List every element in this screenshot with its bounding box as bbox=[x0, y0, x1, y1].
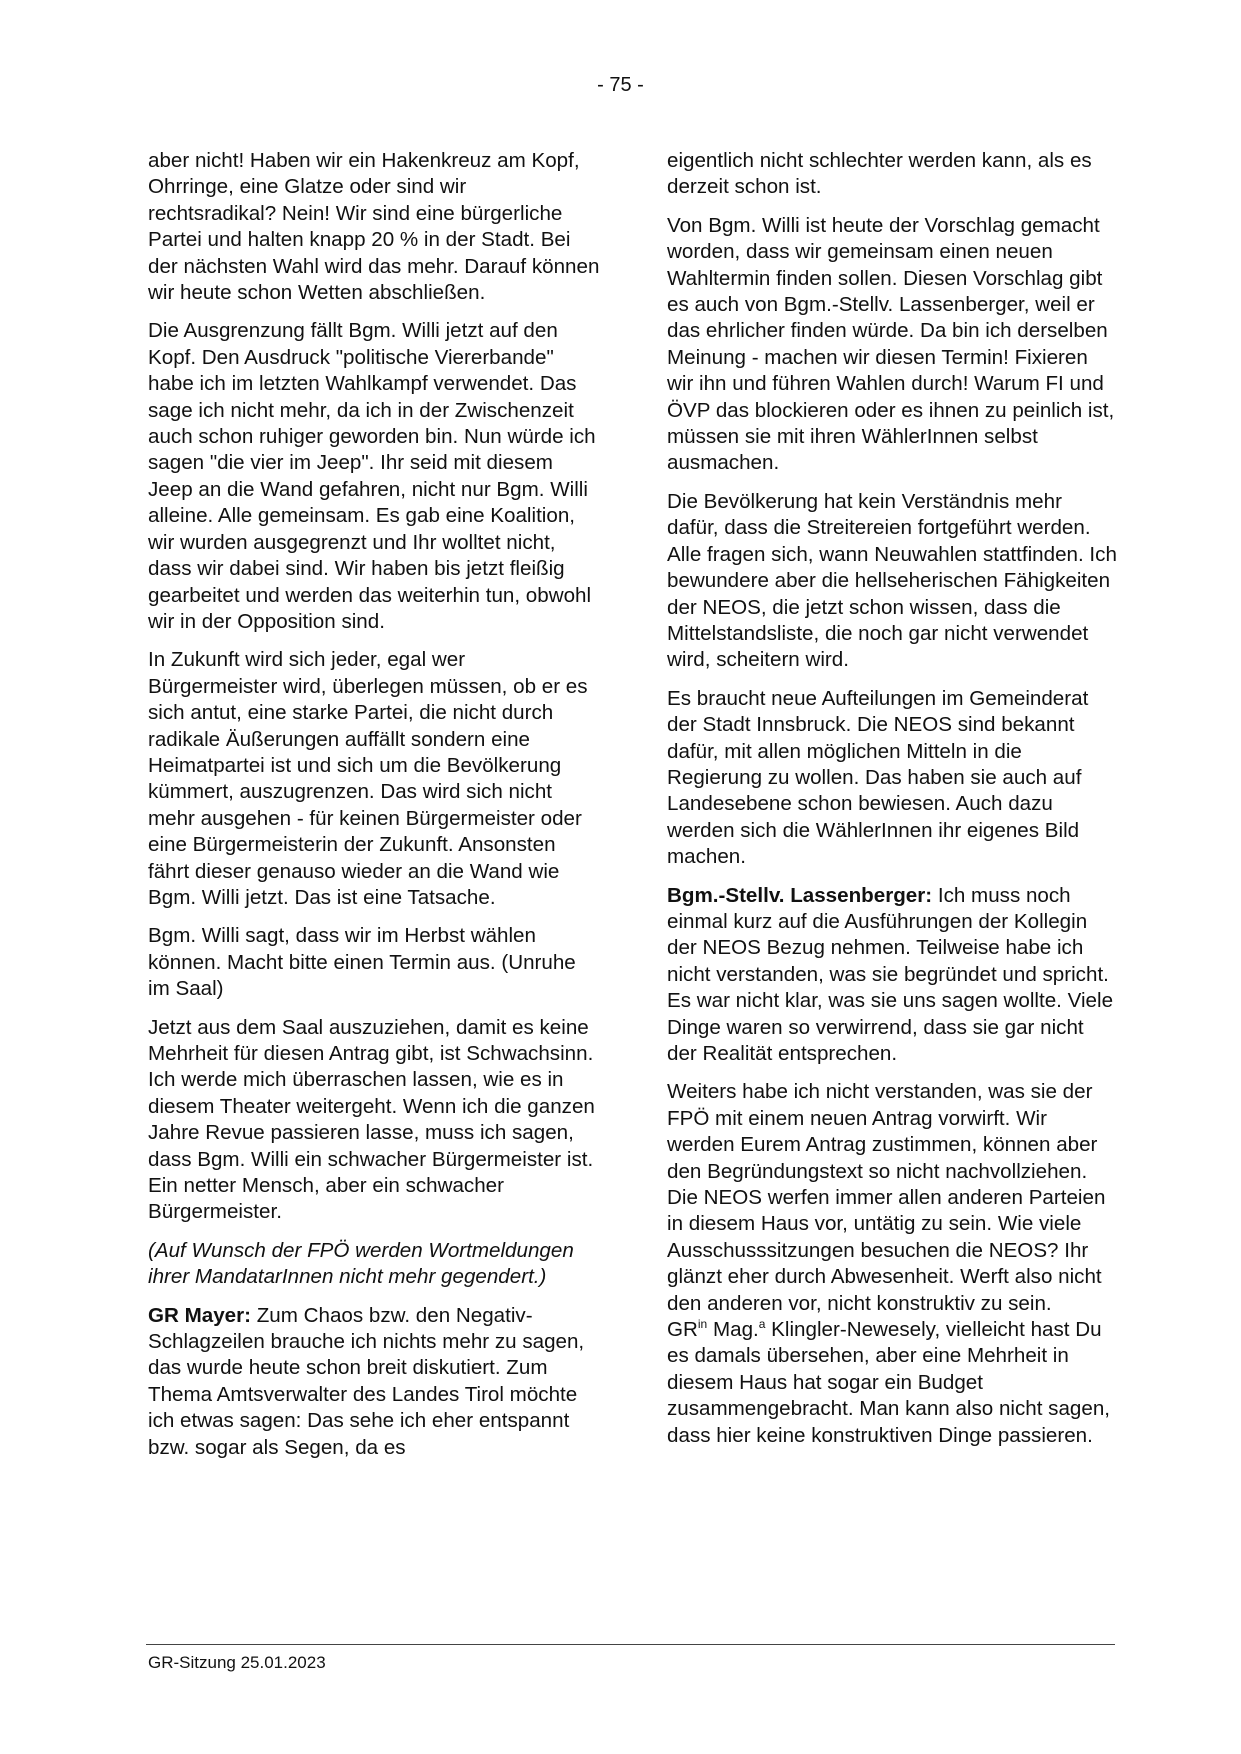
paragraph: eigentlich nicht schlechter werden kann, als es derzeit schon ist. bbox=[667, 149, 1092, 199]
paragraph: In Zukunft wird sich jeder, egal wer Bürgermeister wird, überlegen müssen, ob er es sich antut, eine starke Partei, die nicht durch radikale Äußerungen auffällt sondern eine Heimatpartei ist und sich um die Bevölkerung kümmert, auszugrenzen. Das wird sich nicht mehr ausgehen - für keinen Bürgermeister oder eine Bürgermeisterin der Zukunft. Ansonsten fährt dieser genauso wieder an die Wand wie Bgm. Willi jetzt. Das ist eine Tatsache. bbox=[148, 648, 588, 909]
title-superscript: in bbox=[697, 1317, 708, 1332]
paragraph: Die Ausgrenzung fällt Bgm. Willi jetzt auf den Kopf. Den Ausdruck "politische Viererbande" habe ich im letzten Wahlkampf verwendet. Das sage ich nicht mehr, da ich in der Zwischenzeit auch schon ruhiger geworden bin. Nun würde ich sagen "die vier im Jeep". Ihr seid mit diesem Jeep an die Wand gefahren, nicht nur Bgm. Willi alleine. Alle gemeinsam. Es gab eine Koalition, wir wurden ausgegrenzt und Ihr wolltet nicht, dass wir dabei sind. Wir haben bis jetzt fleißig gearbeitet und werden das weiterhin tun, obwohl wir in der Opposition sind. bbox=[148, 319, 596, 633]
paragraph: aber nicht! Haben wir ein Hakenkreuz am Kopf, Ohrringe, eine Glatze oder sind wir rechtsradikal? Nein! Wir sind eine bürgerliche Partei und halten knapp 20 % in der Stadt. Bei der nächsten Wahl wird das mehr. Darauf können wir heute schon Wetten abschließen. bbox=[148, 149, 600, 305]
paragraph-text: Klingler-Newesely, vielleicht hast Du es damals übersehen, aber eine Mehrheit in diesem Haus hat sogar ein Budget zusammengebracht. Man kann also nicht sagen, dass hier keine konstruktiven Dinge passieren. bbox=[667, 1318, 1111, 1447]
paragraph: Bgm. Willi sagt, dass wir im Herbst wählen können. Macht bitte einen Termin aus. (Unruhe im Saal) bbox=[148, 924, 576, 1001]
speech-text: Zum Chaos bzw. den Negativ-Schlagzeilen brauche ich nichts mehr zu sagen, das wurde heute schon breit diskutiert. Zum Thema Amtsverwalter des Landes Tirol möchte ich etwas sagen: Das sehe ich eher entspannt bzw. sogar als Segen, da es bbox=[148, 1303, 585, 1459]
paragraph: Es braucht neue Aufteilungen im Gemeinderat der Stadt Innsbruck. Die NEOS sind bekannt dafür, mit allen möglichen Mitteln in die Regierung zu wollen. Das haben sie auch auf Landesebene schon bewiesen. Auch dazu werden sich die WählerInnen ihr eigenes Bild machen. bbox=[667, 686, 1089, 869]
footer-text: GR-Sitzung 25.01.2023 bbox=[148, 1653, 326, 1672]
title-superscript: a bbox=[758, 1317, 766, 1332]
speaker-name: Bgm.-Stellv. Lassenberger: bbox=[667, 883, 933, 907]
speaker-name: GR Mayer: bbox=[148, 1303, 251, 1327]
speech-mayer bbox=[148, 1303, 600, 1461]
title-mag: Mag. bbox=[707, 1318, 759, 1342]
paragraph-text: Weiters habe ich nicht verstanden, was sie der FPÖ mit einem neuen Antrag vorwirft. Wir werden Eurem Antrag zustimmen, können aber den Begründungstext so nicht nachvollziehen. Die NEOS werfen immer allen anderen Parteien in diesem Haus vor, untätig zu sein. Wie viele Ausschusssitzungen besuchen die NEOS? Ihr glänzt eher durch Abwesenheit. Werft also nicht den anderen vor, nicht konstruktiv zu sein. bbox=[667, 1080, 1106, 1315]
footer-divider bbox=[146, 1644, 1115, 1645]
italic-note: (Auf Wunsch der FPÖ werden Wortmeldungen ihrer MandatarInnen nicht mehr gegendert.) bbox=[148, 1238, 574, 1289]
page-number: - 75 - bbox=[597, 74, 644, 96]
right-column bbox=[667, 148, 1119, 1449]
paragraph: Von Bgm. Willi ist heute der Vorschlag gemacht worden, dass wir gemeinsam einen neuen Wahltermin finden sollen. Diesen Vorschlag gibt es auch von Bgm.-Stellv. Lassenberger, weil er das ehrlicher finden würde. Da bin ich derselben Meinung - machen wir diesen Termin! Fixieren wir ihn und führen Wahlen durch! Warum FI und ÖVP das blockieren oder es ihnen zu peinlich ist, müssen sie mit ihren WählerInnen selbst ausmachen. bbox=[667, 213, 1115, 475]
title-gr: GR bbox=[667, 1318, 698, 1342]
paragraph: Jetzt aus dem Saal auszuziehen, damit es keine Mehrheit für diesen Antrag gibt, ist Schwachsinn. Ich werde mich überraschen lassen, wie es in diesem Theater weitergeht. Wenn ich die ganzen Jahre Revue passieren lasse, muss ich sagen, dass Bgm. Willi ein schwacher Bürgermeister ist. Ein netter Mensch, aber ein schwacher Bürgermeister. bbox=[148, 1015, 595, 1224]
paragraph bbox=[667, 1079, 1119, 1449]
speech-lassenberger bbox=[667, 883, 1119, 1068]
paragraph: Die Bevölkerung hat kein Verständnis mehr dafür, dass die Streitereien fortgeführt werden. Alle fragen sich, wann Neuwahlen stattfinden. Ich bewundere aber die hellseherischen Fähigkeiten der NEOS, die jetzt schon wissen, dass die Mittelstandsliste, die noch gar nicht verwendet wird, scheitern wird. bbox=[667, 489, 1117, 672]
left-column bbox=[148, 148, 600, 1461]
speech-text: Ich muss noch einmal kurz auf die Ausführungen der Kollegin der NEOS Bezug nehmen. Teilweise habe ich nicht verstanden, was sie begründet und spricht. Es war nicht klar, was sie uns sagen wollte. Viele Dinge waren so verwirrend, dass sie gar nicht der Realität entsprechen. bbox=[667, 883, 1114, 1065]
